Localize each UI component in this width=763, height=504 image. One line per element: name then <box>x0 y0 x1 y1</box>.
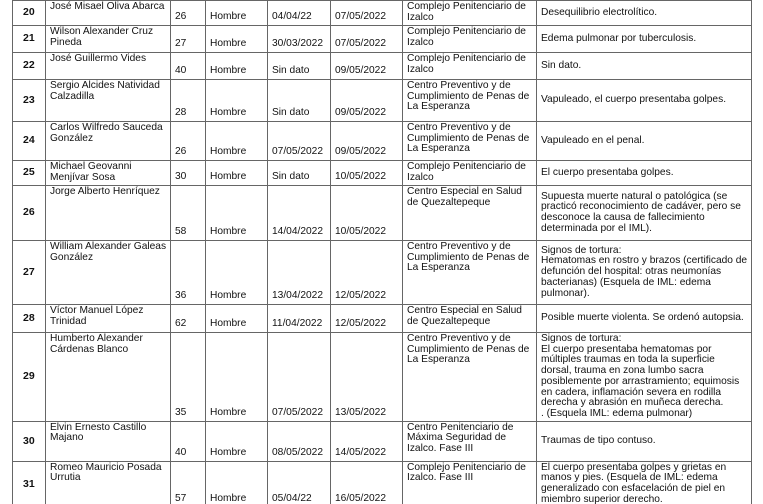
facility-cell-text: Complejo Penitenciario de Izalco. Fase III <box>407 461 526 484</box>
sex-cell <box>206 186 268 241</box>
cause-cell-text: Vapuleado en el penal. <box>541 134 645 146</box>
cause-cell-text: Traumas de tipo contuso. <box>541 434 656 446</box>
age-cell <box>171 241 206 305</box>
name-cell-text: Sergio Alcides Natividad Calzadilla <box>50 80 160 102</box>
death-date-cell-text: 09/05/2022 <box>335 65 386 77</box>
sex-cell-text: Hombre <box>210 318 247 330</box>
facility-cell-text: Centro Preventivo y de Cumplimiento de Penas de La Esperanza <box>407 122 530 155</box>
name-cell <box>46 461 171 504</box>
age-cell <box>171 305 206 333</box>
name-cell-text: José Guillermo Vides <box>50 53 147 64</box>
table-row <box>13 241 752 305</box>
facility-cell <box>403 1 537 26</box>
facility-cell <box>403 333 537 422</box>
cause-cell <box>537 161 752 186</box>
sex-cell-text: Hombre <box>210 290 247 302</box>
sex-cell <box>206 333 268 422</box>
death-date-cell-text: 09/05/2022 <box>335 107 386 119</box>
cause-cell-text: Supuesta muerte natural o patológica (se practicó reconocimiento de cadáver, pero se desconoce la causa de fallecimiento determinada por el IML). <box>541 190 741 234</box>
name-cell-text: Víctor Manuel López Trinidad <box>50 305 144 327</box>
cause-cell-text: Signos de tortura: Hematomas en rostro y brazos (certificado de defunción del hospital: otras neumonías bacterianas) (Esquela de IML: edema pulmonar). <box>541 244 748 299</box>
cause-cell <box>537 421 752 461</box>
name-cell <box>46 26 171 53</box>
age-cell-text: 36 <box>175 290 187 302</box>
table-row <box>13 186 752 241</box>
age-cell-text: 27 <box>175 38 187 50</box>
table-row <box>13 461 752 504</box>
death-date-cell <box>331 421 403 461</box>
cause-cell <box>537 53 752 80</box>
detention-date-cell-text: 13/04/2022 <box>272 290 323 302</box>
sex-cell-text: Hombre <box>210 107 247 119</box>
facility-cell-text: Centro Preventivo y de Cumplimiento de Penas de La Esperanza <box>407 241 530 274</box>
name-cell <box>46 186 171 241</box>
cause-cell-text: Vapuleado, el cuerpo presentaba golpes. <box>541 94 727 106</box>
sex-cell <box>206 53 268 80</box>
age-cell <box>171 161 206 186</box>
sex-cell <box>206 1 268 26</box>
sex-cell-text: Hombre <box>210 226 247 238</box>
name-cell <box>46 122 171 161</box>
age-cell <box>171 122 206 161</box>
facility-cell-text: Centro Especial en Salud de Quezaltepeque <box>407 305 522 327</box>
facility-cell-text: Centro Penitenciario de Máxima Seguridad de Izalco. Fase III <box>407 421 514 455</box>
detention-date-cell-text: 11/04/2022 <box>272 318 323 330</box>
age-cell <box>171 421 206 461</box>
row-number-cell <box>13 461 46 504</box>
row-number-cell-text: 28 <box>23 311 35 324</box>
age-cell <box>171 1 206 26</box>
cause-cell <box>537 186 752 241</box>
table-row <box>13 161 752 186</box>
sex-cell <box>206 80 268 122</box>
death-date-cell <box>331 241 403 305</box>
detention-date-cell <box>268 1 331 26</box>
facility-cell <box>403 461 537 504</box>
row-number-cell <box>13 333 46 422</box>
cause-cell-text: El cuerpo presentaba golpes y grietas en manos y pies. (Esquela de IML: edema generalizado con esfacelación de piel en miembro superior derecho. <box>541 461 727 504</box>
name-cell-text: Humberto Alexander Cárdenas Blanco <box>50 333 143 355</box>
name-cell <box>46 241 171 305</box>
cause-cell <box>537 461 752 504</box>
sex-cell <box>206 305 268 333</box>
name-cell-text: José Misael Oliva Abarca <box>50 1 165 12</box>
detention-date-cell-text: 07/05/2022 <box>272 406 323 418</box>
cause-cell <box>537 122 752 161</box>
name-cell-text: Wilson Alexander Cruz Pineda <box>50 26 154 48</box>
table-row <box>13 333 752 422</box>
detention-date-cell-text: 30/03/2022 <box>272 38 323 50</box>
detention-date-cell-text: 08/05/2022 <box>272 446 323 458</box>
row-number-cell-text: 25 <box>23 166 35 179</box>
name-cell-text: Elvin Ernesto Castillo Majano <box>50 421 147 444</box>
deaths-table <box>12 0 752 504</box>
sex-cell-text: Hombre <box>210 146 247 158</box>
age-cell <box>171 26 206 53</box>
row-number-cell-text: 30 <box>23 434 35 447</box>
table-body <box>13 1 752 504</box>
row-number-cell-text: 20 <box>23 6 35 19</box>
death-date-cell <box>331 80 403 122</box>
age-cell-text: 58 <box>175 226 187 238</box>
death-date-cell <box>331 333 403 422</box>
facility-cell-text: Complejo Penitenciario de Izalco <box>407 26 526 48</box>
row-number-cell <box>13 305 46 333</box>
death-date-cell-text: 10/05/2022 <box>335 226 386 238</box>
age-cell <box>171 186 206 241</box>
table-row <box>13 122 752 161</box>
facility-cell <box>403 26 537 53</box>
row-number-cell <box>13 1 46 26</box>
row-number-cell <box>13 161 46 186</box>
death-date-cell-text: 14/05/2022 <box>335 446 386 458</box>
row-number-cell-text: 22 <box>23 59 35 72</box>
detention-date-cell <box>268 80 331 122</box>
death-date-cell <box>331 26 403 53</box>
name-cell <box>46 333 171 422</box>
table-row <box>13 26 752 53</box>
death-date-cell <box>331 122 403 161</box>
cause-cell <box>537 241 752 305</box>
death-date-cell-text: 10/05/2022 <box>335 171 386 183</box>
name-cell <box>46 161 171 186</box>
facility-cell-text: Centro Preventivo y de Cumplimiento de Penas de La Esperanza <box>407 333 530 366</box>
detention-date-cell-text: 04/04/22 <box>272 11 312 23</box>
detention-date-cell <box>268 333 331 422</box>
name-cell-text: Romeo Mauricio Posada Urrutia <box>50 461 162 484</box>
facility-cell <box>403 122 537 161</box>
row-number-cell-text: 31 <box>23 477 35 490</box>
cause-cell <box>537 305 752 333</box>
facility-cell <box>403 53 537 80</box>
detention-date-cell-text: 05/04/22 <box>272 492 312 504</box>
row-number-cell <box>13 241 46 305</box>
age-cell <box>171 461 206 504</box>
death-date-cell <box>331 186 403 241</box>
cause-cell-text: El cuerpo presentaba golpes. <box>541 166 674 178</box>
sex-cell-text: Hombre <box>210 446 247 458</box>
row-number-cell <box>13 53 46 80</box>
death-date-cell-text: 07/05/2022 <box>335 38 386 50</box>
age-cell <box>171 80 206 122</box>
detention-date-cell <box>268 161 331 186</box>
cause-cell-text: Desequilibrio electrolítico. <box>541 6 658 18</box>
death-date-cell-text: 16/05/2022 <box>335 492 386 504</box>
row-number-cell <box>13 26 46 53</box>
sex-cell-text: Hombre <box>210 65 247 77</box>
name-cell-text: William Alexander Galeas González <box>50 241 167 263</box>
detention-date-cell-text: 14/04/2022 <box>272 226 323 238</box>
facility-cell-text: Complejo Penitenciario de Izalco <box>407 1 526 23</box>
name-cell <box>46 80 171 122</box>
age-cell <box>171 333 206 422</box>
age-cell <box>171 53 206 80</box>
facility-cell <box>403 161 537 186</box>
detention-date-cell <box>268 421 331 461</box>
row-number-cell-text: 23 <box>23 93 35 106</box>
sex-cell-text: Hombre <box>210 492 247 504</box>
sex-cell-text: Hombre <box>210 406 247 418</box>
row-number-cell <box>13 421 46 461</box>
facility-cell <box>403 80 537 122</box>
facility-cell <box>403 186 537 241</box>
age-cell-text: 26 <box>175 11 187 23</box>
death-date-cell <box>331 1 403 26</box>
row-number-cell-text: 29 <box>23 370 35 383</box>
cause-cell-text: Sin dato. <box>541 59 582 71</box>
death-date-cell-text: 12/05/2022 <box>335 290 386 302</box>
cause-cell <box>537 333 752 422</box>
sex-cell <box>206 241 268 305</box>
name-cell <box>46 421 171 461</box>
table-row <box>13 53 752 80</box>
sex-cell-text: Hombre <box>210 11 247 23</box>
row-number-cell <box>13 122 46 161</box>
name-cell <box>46 305 171 333</box>
age-cell-text: 26 <box>175 146 187 158</box>
facility-cell <box>403 241 537 305</box>
cause-cell <box>537 80 752 122</box>
detention-date-cell <box>268 53 331 80</box>
name-cell-text: Michael Geovanni Menjívar Sosa <box>50 161 132 183</box>
age-cell-text: 40 <box>175 65 187 77</box>
cause-cell <box>537 1 752 26</box>
detention-date-cell <box>268 122 331 161</box>
age-cell-text: 40 <box>175 446 187 458</box>
detention-date-cell-text: Sin dato <box>272 107 310 119</box>
sex-cell <box>206 26 268 53</box>
detention-date-cell-text: 07/05/2022 <box>272 146 323 158</box>
row-number-cell-text: 24 <box>23 134 35 147</box>
cause-cell-text: Edema pulmonar por tuberculosis. <box>541 32 697 44</box>
death-date-cell-text: 12/05/2022 <box>335 318 386 330</box>
cause-cell-text: Posible muerte violenta. Se ordenó autopsia. <box>541 312 744 324</box>
row-number-cell-text: 21 <box>23 32 35 45</box>
row-number-cell <box>13 80 46 122</box>
age-cell-text: 28 <box>175 107 187 119</box>
facility-cell-text: Centro Preventivo y de Cumplimiento de Penas de La Esperanza <box>407 80 530 113</box>
facility-cell-text: Complejo Penitenciario de Izalco <box>407 53 526 75</box>
age-cell-text: 57 <box>175 492 187 504</box>
death-date-cell <box>331 161 403 186</box>
death-date-cell-text: 07/05/2022 <box>335 11 386 23</box>
name-cell-text: Jorge Alberto Henríquez <box>50 186 160 197</box>
cause-cell-text: Signos de tortura: El cuerpo presentaba hematomas por múltiples traumas en toda la superficie dorsal, trauma en zona lumbo sacra posiblemente por arrastramiento; equimosis en cadera, inflamación severa en rodilla derecha y abrasión en muñeca derecha. . (Esquela IML: edema pulmonar) <box>541 333 740 419</box>
age-cell-text: 35 <box>175 406 187 418</box>
table-row <box>13 305 752 333</box>
sex-cell <box>206 421 268 461</box>
name-cell <box>46 53 171 80</box>
facility-cell-text: Centro Especial en Salud de Quezaltepeque <box>407 186 522 208</box>
facility-cell <box>403 305 537 333</box>
table-row <box>13 421 752 461</box>
detention-date-cell <box>268 241 331 305</box>
row-number-cell-text: 27 <box>23 265 35 278</box>
sex-cell-text: Hombre <box>210 38 247 50</box>
age-cell-text: 62 <box>175 318 187 330</box>
detention-date-cell <box>268 26 331 53</box>
sex-cell <box>206 161 268 186</box>
name-cell <box>46 1 171 26</box>
row-number-cell-text: 26 <box>23 206 35 219</box>
facility-cell-text: Complejo Penitenciario de Izalco <box>407 161 526 183</box>
sex-cell <box>206 461 268 504</box>
detention-date-cell <box>268 461 331 504</box>
sex-cell-text: Hombre <box>210 171 247 183</box>
cause-cell <box>537 26 752 53</box>
name-cell-text: Carlos Wilfredo Sauceda González <box>50 122 163 144</box>
detention-date-cell <box>268 305 331 333</box>
facility-cell <box>403 421 537 461</box>
death-date-cell <box>331 461 403 504</box>
table-row <box>13 80 752 122</box>
detention-date-cell-text: Sin dato <box>272 171 310 183</box>
death-date-cell-text: 13/05/2022 <box>335 406 386 418</box>
row-number-cell <box>13 186 46 241</box>
death-date-cell <box>331 53 403 80</box>
sex-cell <box>206 122 268 161</box>
detention-date-cell <box>268 186 331 241</box>
table-row <box>13 1 752 26</box>
age-cell-text: 30 <box>175 171 187 183</box>
death-date-cell <box>331 305 403 333</box>
detention-date-cell-text: Sin dato <box>272 65 310 77</box>
death-date-cell-text: 09/05/2022 <box>335 146 386 158</box>
